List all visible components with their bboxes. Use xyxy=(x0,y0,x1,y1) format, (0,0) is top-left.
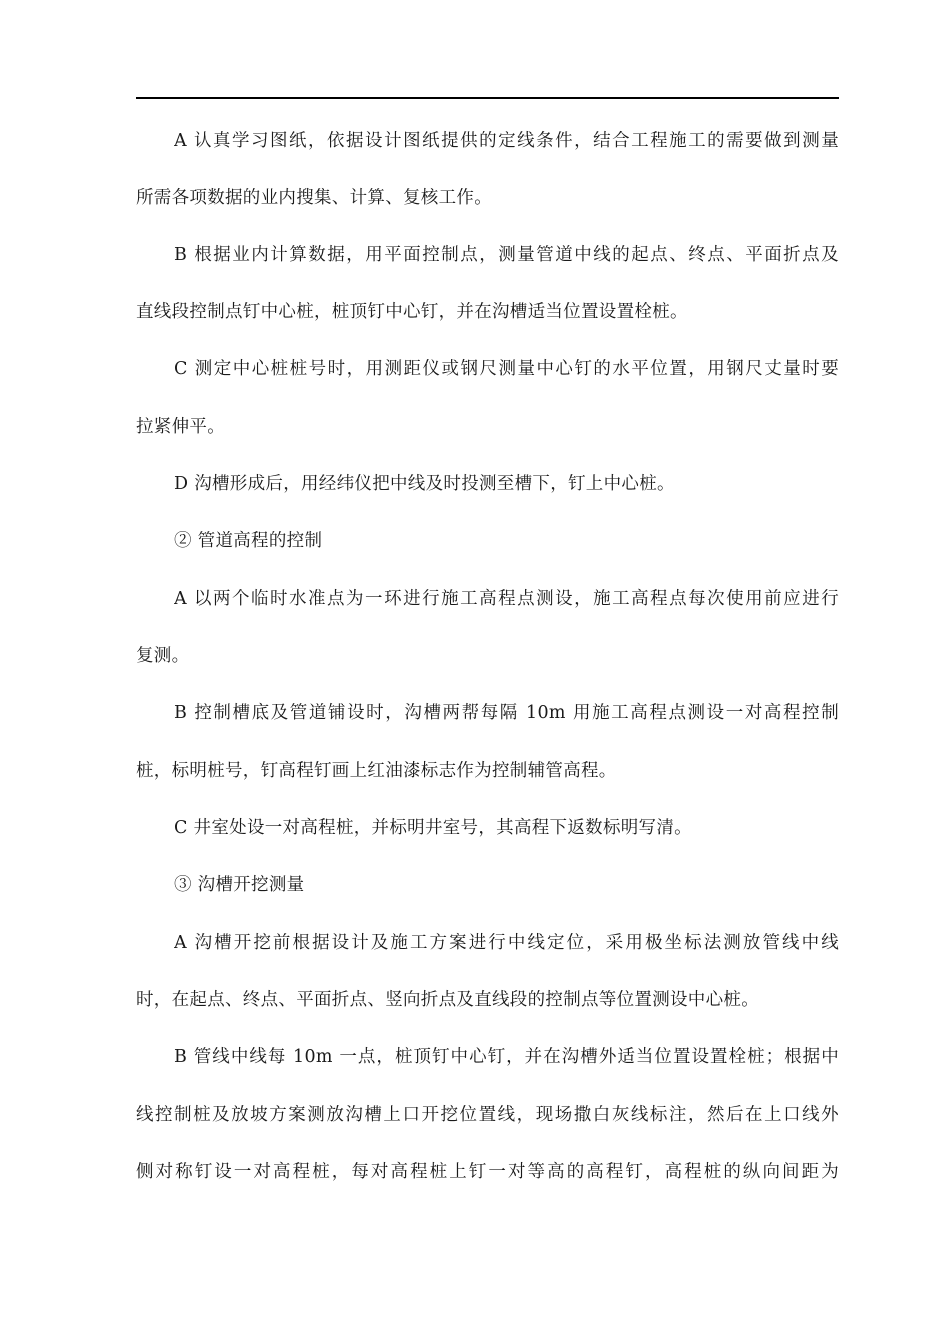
paragraph-line: A 沟槽开挖前根据设计及施工方案进行中线定位，采用极坐标法测放管线中线 xyxy=(174,933,839,953)
paragraph-line: D 沟槽形成后，用经纬仪把中线及时投测至槽下，钉上中心桩。 xyxy=(174,474,675,494)
paragraph-line: A 认真学习图纸，依据设计图纸提供的定线条件，结合工程施工的需要做到测量 xyxy=(174,131,839,151)
paragraph-line: 时，在起点、终点、平面折点、竖向折点及直线段的控制点等位置测设中心桩。 xyxy=(136,990,759,1010)
paragraph-line: B 控制槽底及管道铺设时，沟槽两帮每隔 10m 用施工高程点测设一对高程控制 xyxy=(174,703,839,723)
paragraph-line: C 测定中心桩桩号时，用测距仪或钢尺测量中心钉的水平位置，用钢尺丈量时要 xyxy=(174,359,839,379)
paragraph-line: A 以两个临时水准点为一环进行施工高程点测设，施工高程点每次使用前应进行 xyxy=(174,589,839,609)
paragraph-line: C 井室处设一对高程桩，并标明井室号，其高程下返数标明写清。 xyxy=(174,818,692,838)
paragraph-line: 拉紧伸平。 xyxy=(136,417,225,437)
section-heading: ② 管道高程的控制 xyxy=(174,531,323,551)
paragraph-line: B 根据业内计算数据，用平面控制点，测量管道中线的起点、终点、平面折点及 xyxy=(174,245,839,265)
paragraph-line: 桩，标明桩号，钉高程钉画上红油漆标志作为控制辅管高程。 xyxy=(136,761,617,781)
paragraph-line: 所需各项数据的业内搜集、计算、复核工作。 xyxy=(136,188,492,208)
section-heading: ③ 沟槽开挖测量 xyxy=(174,875,305,895)
paragraph-line: 直线段控制点钉中心桩，桩顶钉中心钉，并在沟槽适当位置设置栓桩。 xyxy=(136,302,688,322)
paragraph-line: 线控制桩及放坡方案测放沟槽上口开挖位置线，现场撒白灰线标注，然后在上口线外 xyxy=(136,1105,839,1125)
paragraph-line: 侧对称钉设一对高程桩，每对高程桩上钉一对等高的高程钉，高程桩的纵向间距为 xyxy=(136,1162,839,1182)
paragraph-line: 复测。 xyxy=(136,646,190,666)
header-rule xyxy=(136,97,839,99)
paragraph-line: B 管线中线每 10m 一点，桩顶钉中心钉，并在沟槽外适当位置设置栓桩；根据中 xyxy=(174,1047,839,1067)
